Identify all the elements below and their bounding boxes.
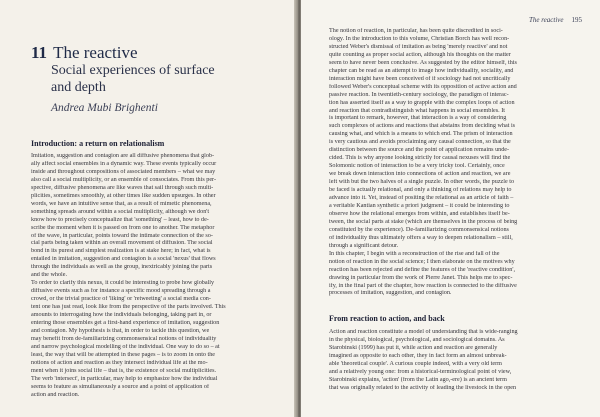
text-line: and reaction that contradistinguish what happens in social ensembles. It xyxy=(329,107,505,114)
text-line: diffusive events such as for instance a specific mood spreading through a xyxy=(31,288,211,295)
text-line: The verb 'intersect', in particular, may help to emphasize how the individual xyxy=(31,375,218,382)
text-line: quite counting as proper social action, although his thoughts on the matter xyxy=(329,51,511,58)
text-line: seem to have never been conclusive. As suggested by the editor himself, this xyxy=(329,59,517,66)
text-line: is important to remark, however, that interaction is a way of considering xyxy=(329,115,507,122)
text-line: entering those ensembles get a first-hand experience of imitation, suggestion xyxy=(31,320,220,327)
text-line: action and reaction. xyxy=(31,391,80,398)
text-line: distinction between the source and the point of application remains unde- xyxy=(329,147,510,154)
text-line: amounts to interrogating how the individuals belonging, taking part in, or xyxy=(31,312,212,319)
text-line: causing what, and which is a means to which end. The prism of interaction xyxy=(329,131,513,138)
text-line: Starobinski explains, 'action' (from the Latin ago,-ere) is an ancient term xyxy=(329,376,507,383)
right-body-text xyxy=(329,28,585,298)
text-line: interaction might have been conceived of if sociology had not uncritically xyxy=(329,75,511,82)
text-line: Imitation, suggestion and contagion are all diffusive phenomena that glob- xyxy=(31,153,215,159)
text-line: that was originally related to the activity of leading the livestock in the open xyxy=(329,384,517,391)
text-line: of the wave, in particular, points toward the intimate connection of the so- xyxy=(31,232,213,239)
text-line: notion of reaction in the social science; I then elaborate on the motives why xyxy=(329,258,515,265)
text-line: and narrow psychological modelling of the individual. One way to do so – at xyxy=(31,343,220,350)
text-line: constituted by the experience). De-familiarizing commonsensical notions xyxy=(329,226,509,233)
text-line: entailed in imitation, suggestion and contagion is a social 'nexus' that flows xyxy=(31,256,216,263)
text-line: processes of imitation, suggestion, and contagion. xyxy=(329,290,452,297)
text-line: be faced is actually relational, and only a thinking of relations may help to xyxy=(329,187,512,194)
right-body-text-2 xyxy=(329,329,585,393)
text-line: scribe the moment when it is passed on from one to another. The metaphor xyxy=(31,224,215,231)
text-line: know how to precisely conceptualize that 'something' – least, how to de- xyxy=(31,216,209,223)
text-line: and the whole. xyxy=(31,272,67,279)
text-line: in the physical, biological, psychological, and sociological domains. As xyxy=(329,336,505,343)
text-line: structed Weber's dismissal of imitation as being 'merely reactive' and not xyxy=(329,43,508,50)
chapter-heading xyxy=(31,43,281,63)
text-line: drawing in particular from the work of Pierre Janet. This helps me to spec- xyxy=(329,274,513,281)
section-heading: Introduction: a return on relationalism xyxy=(31,139,165,148)
text-line: cial parts being taken within an overall movement of diffusion. The social xyxy=(31,240,213,247)
text-line: tent one has just read, look like from the perspective of the parts involved. This xyxy=(31,304,226,311)
text-line: we break down interaction into connections of action and reaction, we are xyxy=(329,171,511,178)
text-line: tion has asserted itself as a way to grapple with the complex loops of action xyxy=(329,99,515,106)
section-heading-2: From reaction to action, and back xyxy=(329,314,445,323)
text-line: inside and throughout compositions of associated members – what we may xyxy=(31,168,216,175)
page-number: 195 xyxy=(571,16,582,24)
chapter-subtitle-line: Social experiences of surface xyxy=(51,63,215,78)
text-line: a veritable Kantian synthetic a priori judgment – it could be interesting to xyxy=(329,202,510,209)
text-line: advance into it. Yet, instead of positing the relational as an article of faith – xyxy=(329,195,514,202)
chapter-subtitle-line: and depth xyxy=(51,80,106,95)
text-line: imagined as opposite to each other, they in fact form an almost unbreak- xyxy=(329,352,507,359)
text-line: also call a social multiplicity, or an ensemble of consociates. From this per- xyxy=(31,176,217,183)
text-line: bond in its purest and simplest realization is at stake here; in fact, what is xyxy=(31,248,211,255)
text-line: Action and reaction constitute a model of understanding that is wide-ranging xyxy=(329,329,518,335)
text-line: through a significant detour. xyxy=(329,242,399,249)
text-line: of individuality thus ultimately offers a way to deepen relationalism – still, xyxy=(329,234,513,241)
text-line: tween, the social parts at stake (which are themselves in the process of being xyxy=(329,218,518,225)
text-line: left with but the two halves of a single puzzle. In other words, the puzzle to xyxy=(329,179,515,186)
running-head-title: The reactive xyxy=(528,16,564,24)
chapter-title: The reactive xyxy=(53,43,138,62)
text-line: and contagion. My hypothesis is that, in order to tackle this question, we xyxy=(31,327,210,334)
text-line: reaction has been rejected and define the features of the 'reactive condition', xyxy=(329,266,516,273)
text-line: crowd, or the trivial practice of 'liking' or 'retweeting' a social media con- xyxy=(31,296,211,303)
running-head xyxy=(529,16,582,24)
text-line: ology. In the introduction to this volume, Christian Borch has well recon- xyxy=(329,35,510,42)
text-line: The notion of reaction, in particular, has been quite discredited in soci- xyxy=(329,28,503,34)
left-body-text xyxy=(31,153,283,400)
text-line: observe how the relational emerges from within, and establishes itself be- xyxy=(329,210,510,217)
text-line: Starobinski (1999) has put it, while action and reaction are generally xyxy=(329,344,498,351)
text-line: such complexes of actions and reactions that abstains from deciding what is xyxy=(329,123,516,130)
text-line: Solomonic notion of interaction to be a very tricky tool. Certainly, once xyxy=(329,163,505,170)
text-line: To order to clarify this nexus, it could be interesting to probe how globally xyxy=(31,280,215,287)
text-line: something spreads around within a social multiplicity, although we don't xyxy=(31,208,210,215)
text-line: able 'theoretical couple'. A curious couple indeed, with a very old term xyxy=(329,360,502,367)
chapter-subtitle xyxy=(51,62,281,96)
text-line: may benefit from de-familiarizing commonsensical notions of individuality xyxy=(31,335,217,342)
text-line: seems to feature as simultaneously a source and a point of application of xyxy=(31,383,210,390)
text-line: words, we have an intuitive sense that, as a result of mimetic phenomena, xyxy=(31,200,212,207)
text-line: spective, diffusive phenomena are like waves that sail through such multi- xyxy=(31,184,214,191)
text-line: least, the way that will be attempted in these pages – is to zoom in onto the xyxy=(31,351,216,358)
text-line: ify, in the final part of the chapter, how reaction is connected to the diffusive xyxy=(329,282,517,289)
text-line: cided. This is why anyone looking strictly for causal nexuses will find the xyxy=(329,155,511,162)
text-line: passive reaction. In twentieth-century sociology, the paradigm of interac- xyxy=(329,91,509,98)
text-line: through the individuals as well as the group, inextricably joining the parts xyxy=(31,264,213,271)
left-page xyxy=(0,0,296,417)
text-line: ally affect social ensembles in a dynamic way. These events typically occur xyxy=(31,160,217,167)
text-line: and a relatively young one: from a historical-terminological point of view, xyxy=(329,368,512,375)
text-line: chapter can be read as an attempt to image how individuality, sociality, and xyxy=(329,67,514,74)
text-line: In this chapter, I begin with a reconstruction of the rise and fall of the xyxy=(329,250,500,257)
text-line: plicities, sometimes smoothly, at other times like sudden upsurges. In other xyxy=(31,192,216,199)
text-line: ment when it joins social life – that is, the existence of social multiplicities. xyxy=(31,367,217,374)
text-line: is very cautious and avoids proclaiming any causal connection, so that the xyxy=(329,139,511,146)
right-page xyxy=(301,0,600,417)
text-line: followed Weber's conceptual scheme with its opposition of active action and xyxy=(329,83,517,90)
chapter-number: 11 xyxy=(31,43,48,62)
chapter-author: Andrea Mubi Brighenti xyxy=(51,102,158,114)
text-line: notions of action and reaction as they intersect individual life at the mo- xyxy=(31,359,208,366)
